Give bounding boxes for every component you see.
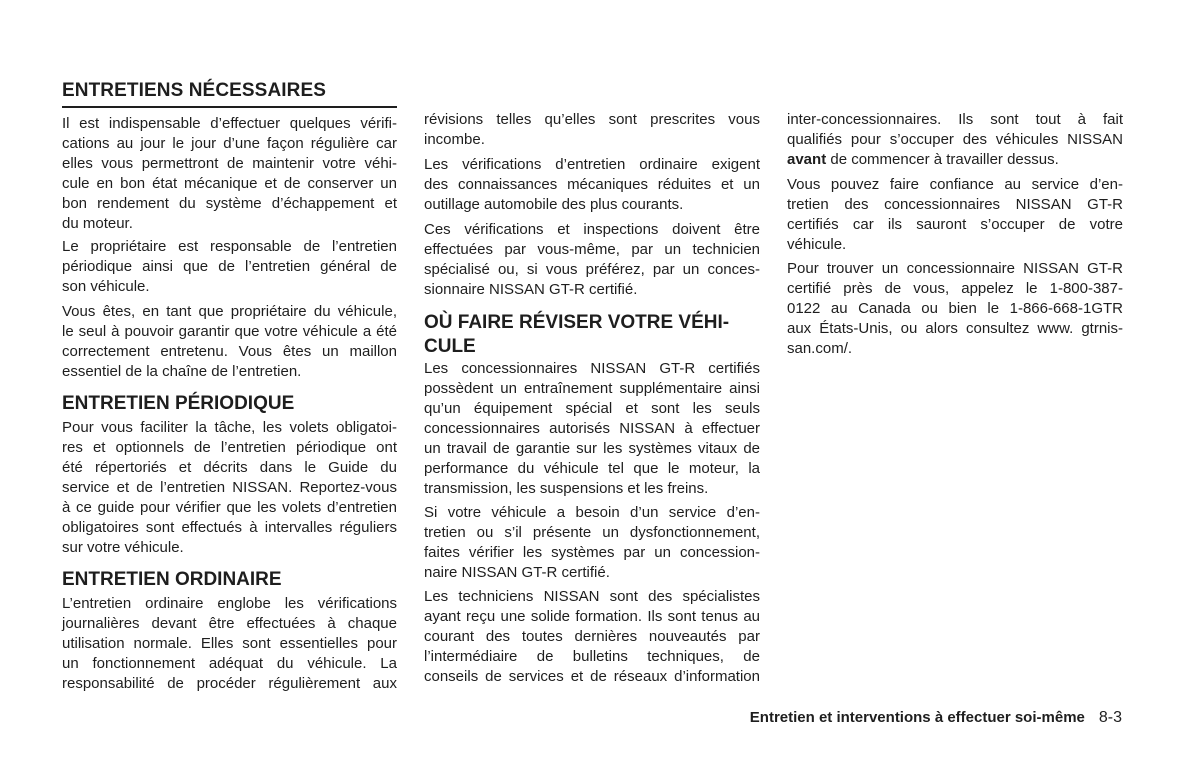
paragraph: révisions telles qu’elles sont prescrites vous incombe. <box>424 111 760 148</box>
paragraph: Le propriétaire est responsable de l’entretien périodique ainsi que de l’entretien général de son véhicule. <box>62 238 397 295</box>
emphasis-avant: avant <box>787 151 827 168</box>
paragraph: Les concessionnaires NISSAN GT-R certifiés possèdent un entraînement supplémentaire ainsi qu’un équipement spécial et sont les seuls concessionnaires autorisés NISSAN à effectuer un travail de garantie sur les systèmes vitaux de performance du véhicule tel que le moteur, la transmission, les suspensions et les freins. <box>424 360 760 497</box>
paragraph: Vous pouvez faire confiance au service d’en- tretien des concessionnaires NISSAN GT-R certifiés car ils sauront s’occuper de votre véhicule. <box>787 176 1123 253</box>
paragraph: Pour vous faciliter la tâche, les volets obligatoi- res et optionnels de l’entretien périodique ont été répertoriés et décrits dans le Guide du service et de l’entretien NISSAN. Reportez-vous à ce guide pour vérifier que les volets d’entretien obligatoires sont effectués à intervalles réguliers sur votre véhicule. <box>62 419 397 556</box>
section-heading-entretien-ordinaire: ENTRETIEN ORDINAIRE <box>62 569 282 590</box>
section-heading-ou-faire-reviser: OÙ FAIRE RÉVISER VOTRE VÉHI- CULE <box>424 312 730 357</box>
page-number: 8-3 <box>1098 709 1122 726</box>
section-heading-entretien-periodique: ENTRETIEN PÉRIODIQUE <box>62 393 295 414</box>
paragraph: Ces vérifications et inspections doivent être effectuées par vous-même, par un technicien spécialisé ou, si vous préférez, par un conces- sionnaire NISSAN GT-R certifié. <box>424 221 760 298</box>
paragraph: Vous êtes, en tant que propriétaire du véhicule, le seul à pouvoir garantir que votre véhicule a été correctement entretenu. Vous êtes un maillon essentiel de la chaîne de l’entretien. <box>62 303 397 380</box>
section-heading-entretiens-necessaires: ENTRETIENS NÉCESSAIRES <box>62 79 397 108</box>
paragraph: inter-concessionnaires. Ils sont tout à fait qualifiés pour s’occuper des véhicules NISSAN avant de commencer à travailler dessus. <box>787 111 1123 168</box>
paragraph: Il est indispensable d’effectuer quelques vérifi- cations au jour le jour d’une façon régulière car elles vous permettront de maintenir votre véhi- cule en bon état mécanique et de conserver un bon rendement du système d’échappement et du moteur. <box>62 115 397 232</box>
paragraph: Les vérifications d’entretien ordinaire exigent des connaissances mécaniques réduites et un outillage automobile des plus courants. <box>424 156 760 213</box>
paragraph: Si votre véhicule a besoin d’un service d’en- tretien ou s’il présente un dysfonctionnement, faites vérifier les systèmes par un concession- naire NISSAN GT-R certifié. <box>424 504 760 581</box>
paragraph: Pour trouver un concessionnaire NISSAN GT-R certifié près de vous, appelez le 1-800-387- 0122 au Canada ou bien le 1-866-668-1GTR aux États-Unis, ou alors consultez www. gtrnis- san.com/. <box>787 260 1123 357</box>
footer-section-title: Entretien et interventions à effectuer soi-même <box>749 709 1085 726</box>
paragraph: Les techniciens NISSAN sont des spécialistes ayant reçu une solide formation. Ils sont tenus au courant des toutes dernières nouveautés par l’intermédiaire de bulletins techniques, de conseils de services et de réseaux d’information <box>424 588 760 685</box>
page-footer <box>750 708 1122 728</box>
paragraph: L’entretien ordinaire englobe les vérifications journalières devant être effectuées à chaque utilisation normale. Elles sont essentielles pour un fonctionnement adéquat du véhicule. La responsabilité de procéder régulièrement aux <box>62 595 397 692</box>
